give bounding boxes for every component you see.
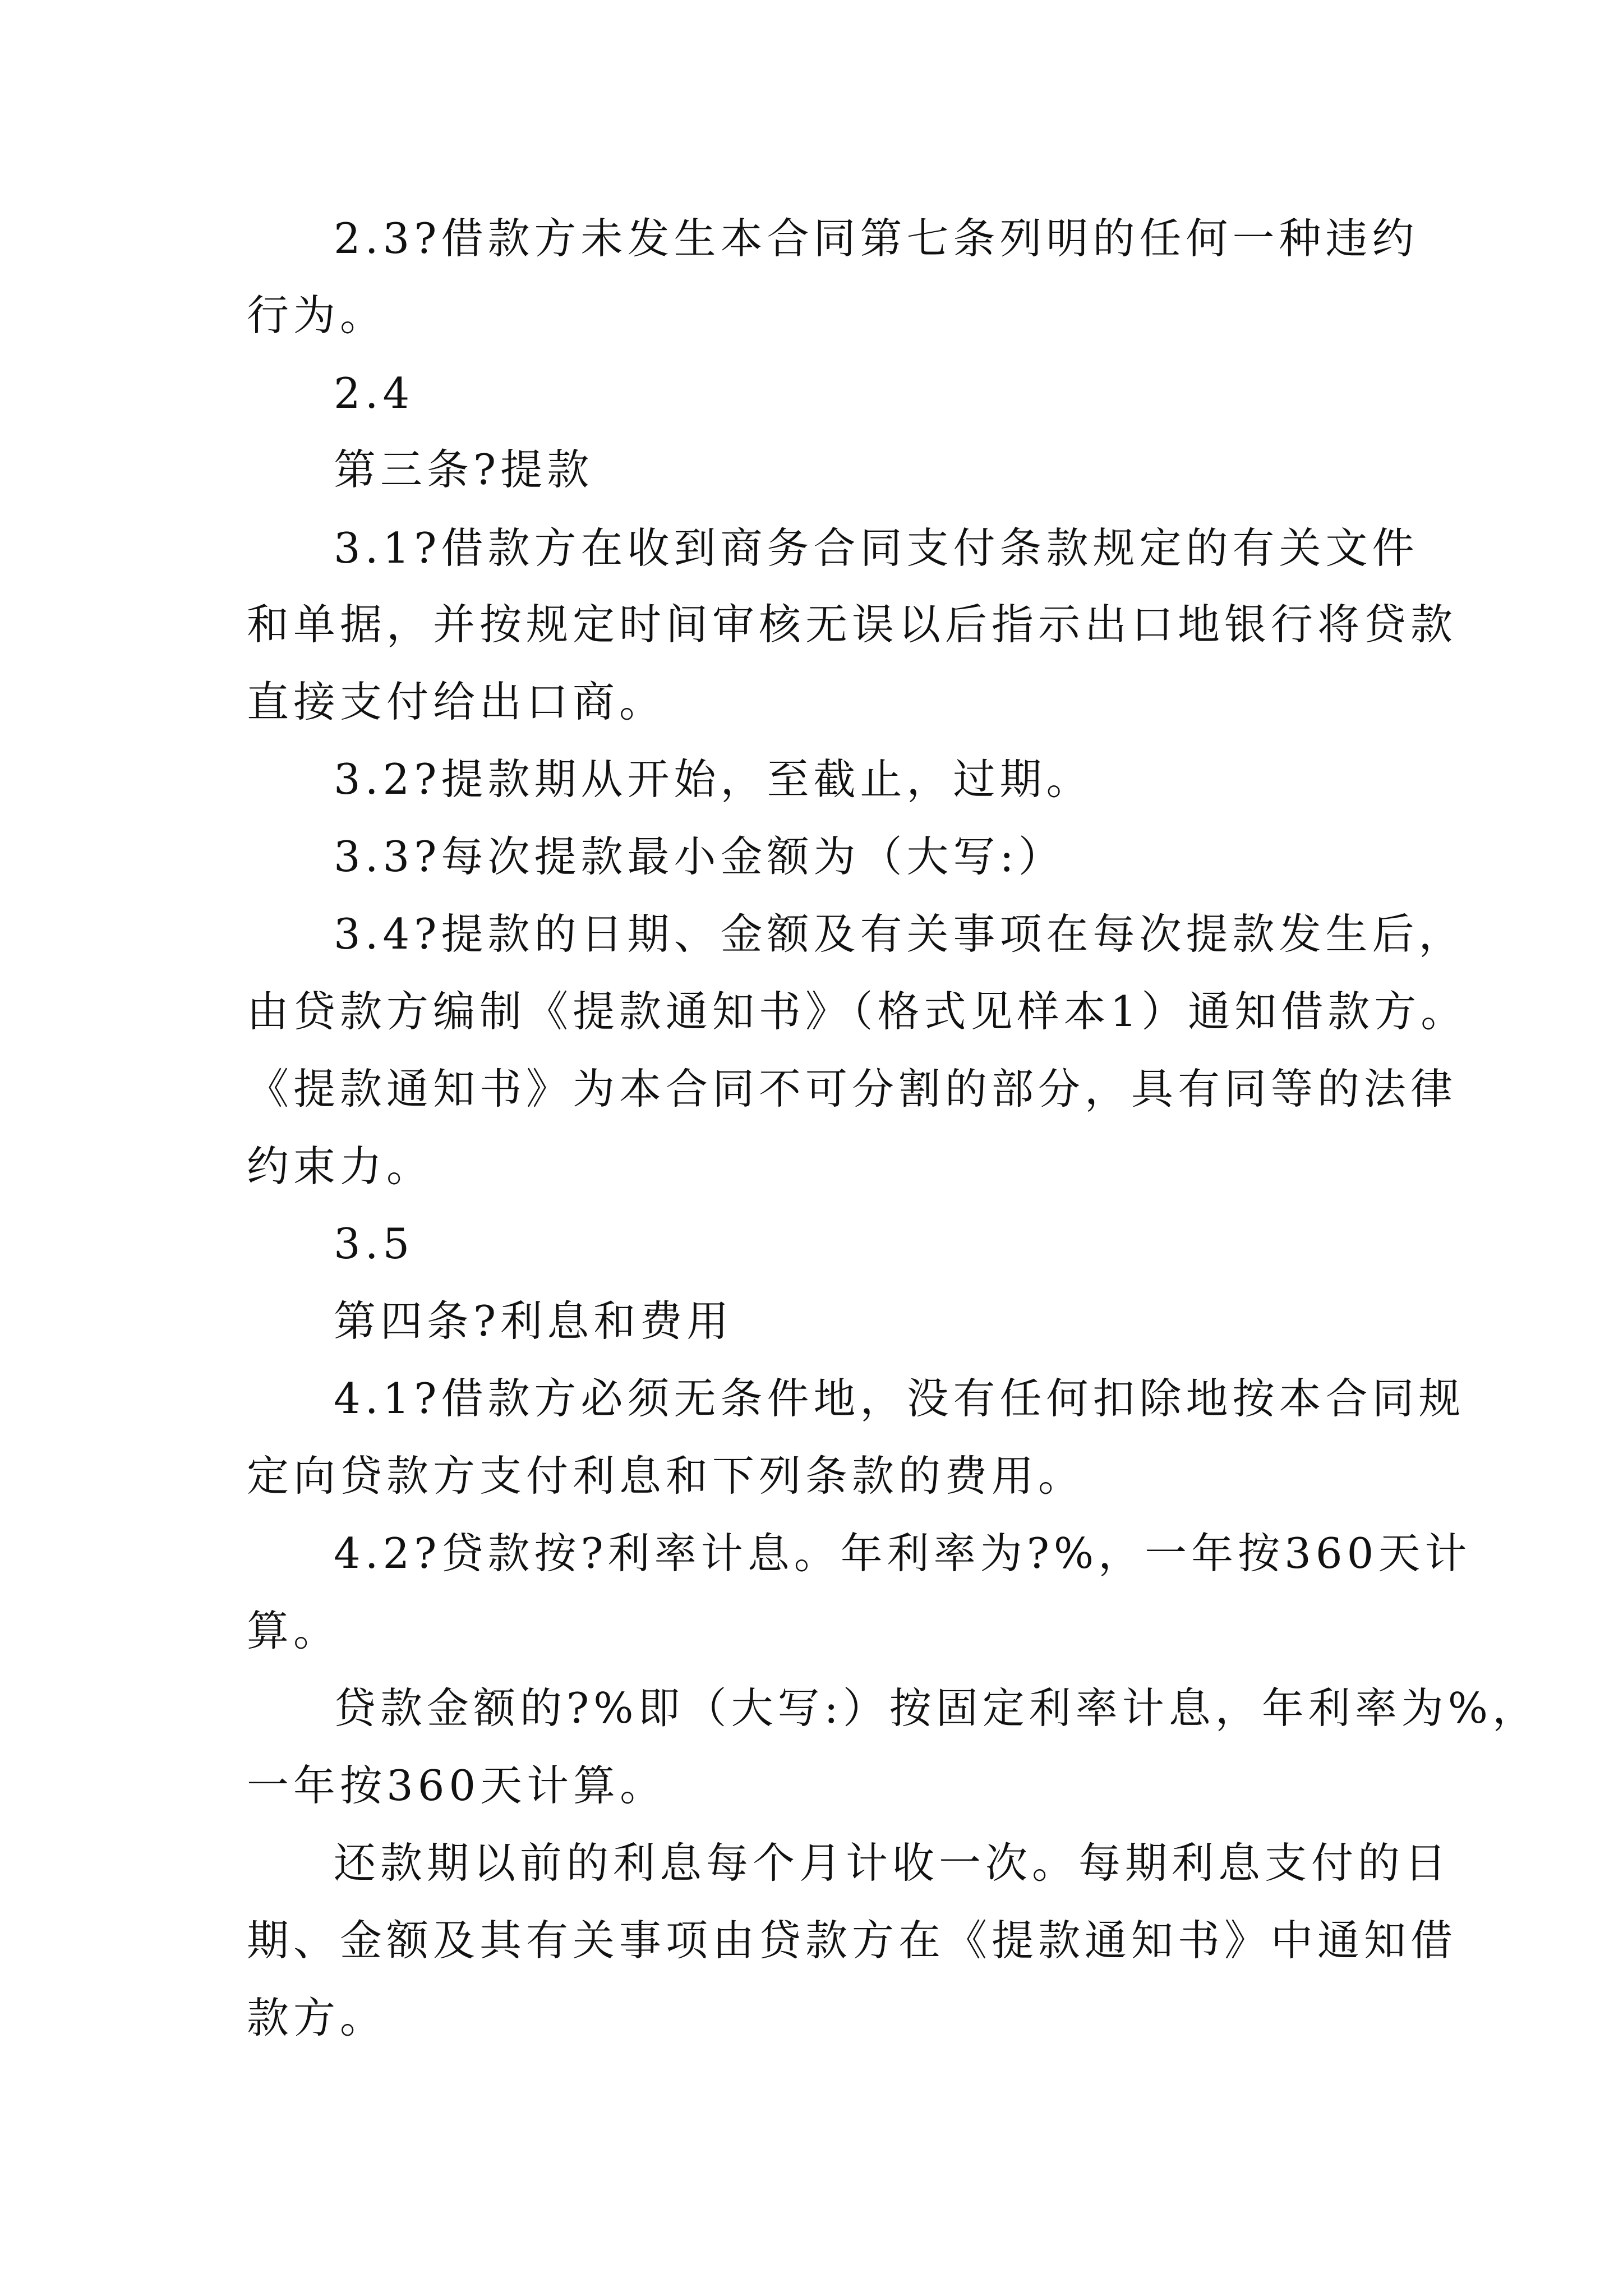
para-3-4-line-3: 《提款通知书》为本合同不可分割的部分，具有同等的法律: [247, 1064, 1458, 1114]
para-rate-line-1: 贷款金额的?%即（大写:）按固定利率计息，年利率为%，: [334, 1683, 1539, 1733]
para-rate-line-2: 一年按360天计算。: [247, 1761, 667, 1810]
para-4-2-line-1: 4.2?贷款按?利率计息。年利率为?%，一年按360天计: [334, 1529, 1472, 1578]
para-3-1-line-3: 直接支付给出口商。: [247, 677, 666, 726]
para-3-3: 3.3?每次提款最小金额为（大写:）: [334, 832, 1065, 881]
para-3-2: 3.2?提款期从开始，至截止，过期。: [334, 754, 1093, 804]
para-2-3-line-1: 2.3?借款方未发生本合同第七条列明的任何一种违约: [334, 214, 1419, 263]
para-3-4-line-4: 约束力。: [247, 1142, 434, 1191]
para-2-3-line-2: 行为。: [247, 291, 387, 340]
para-3-1-line-1: 3.1?借款方在收到商务合同支付条款规定的有关文件: [334, 523, 1419, 573]
clause-2-4: 2.4: [334, 369, 414, 418]
para-4-1-line-1: 4.1?借款方必须无条件地，没有任何扣除地按本合同规: [334, 1374, 1465, 1423]
para-interest-line-2: 期、金额及其有关事项由贷款方在《提款通知书》中通知借: [247, 1916, 1458, 1965]
para-4-2-line-2: 算。: [247, 1606, 340, 1655]
para-interest-line-3: 款方。: [247, 1993, 387, 2042]
para-3-4-line-1: 3.4?提款的日期、金额及有关事项在每次提款发生后，: [334, 909, 1465, 959]
para-3-4-line-2: 由贷款方编制《提款通知书》（格式见样本1）通知借款方。: [247, 987, 1468, 1036]
article-3-heading: 第三条?提款: [334, 445, 594, 494]
para-4-1-line-2: 定向贷款方支付利息和下列条款的费用。: [247, 1451, 1085, 1501]
para-interest-line-1: 还款期以前的利息每个月计收一次。每期利息支付的日: [334, 1838, 1451, 1888]
clause-3-5: 3.5: [334, 1219, 414, 1268]
para-3-1-line-2: 和单据，并按规定时间审核无误以后指示出口地银行将贷款: [247, 600, 1458, 649]
article-4-heading: 第四条?利息和费用: [334, 1296, 734, 1346]
